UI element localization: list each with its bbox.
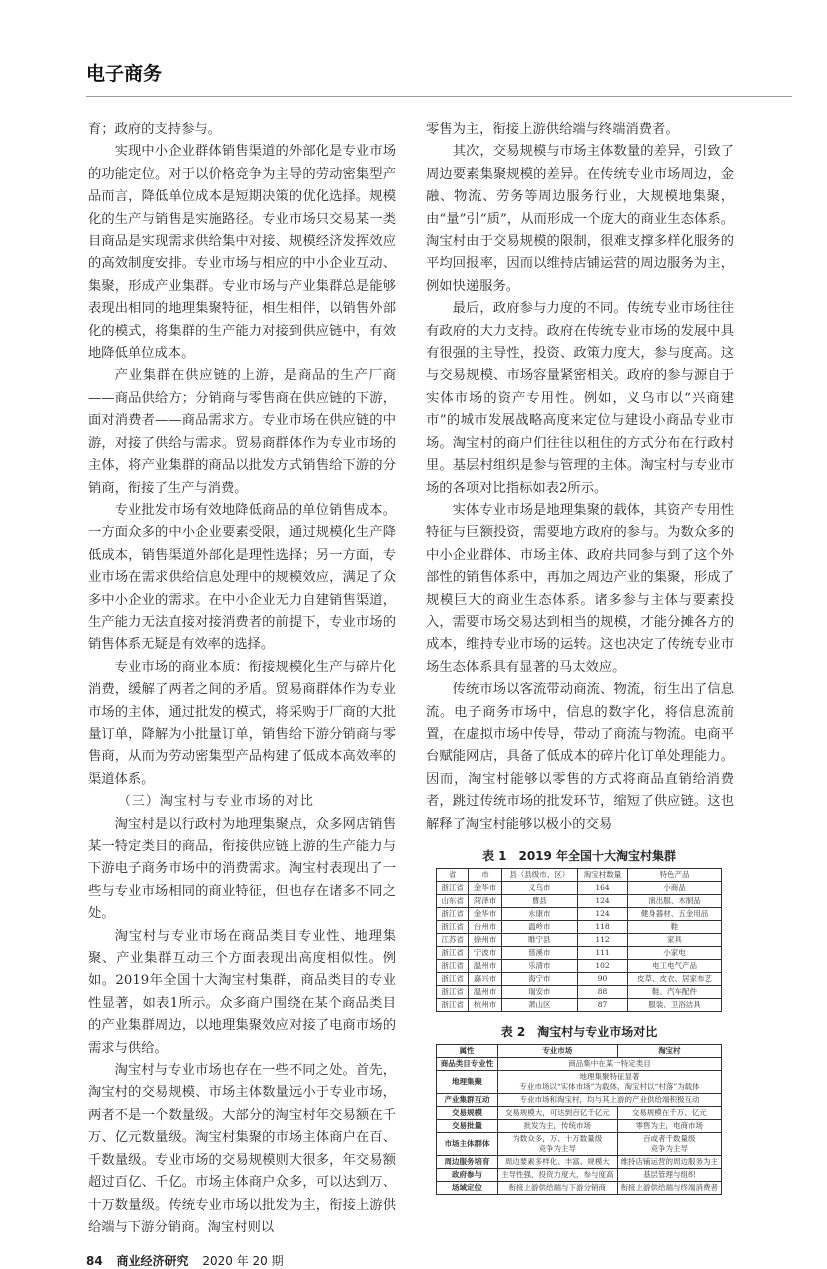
table-row: [437, 908, 722, 921]
cell-text: 基层管理与组织: [643, 1170, 696, 1179]
table-cell: 乐清市: [501, 960, 577, 973]
cell-text: 为数众多，万、十万数量级: [512, 1134, 603, 1143]
table-cell: 永康市: [501, 908, 577, 921]
cell-text: 零售为主，电商市场: [635, 1121, 704, 1130]
table-cell: 瑞安市: [501, 986, 577, 999]
subsection-heading: （三）淘宝村与专业市场的对比: [117, 794, 314, 810]
paragraph: 专业市场的商业本质：衔接规模化生产与碎片化消费，缓解了两者之间的矛盾。贸易商群体作为专业市场的主体，通过批发的模式，将采购于厂商的大批量订单，降解为小批量订单，销售给下游分销商与零售商，从而为劳动密集型产品构建了低成本高效率的渠道体系。: [88, 659, 396, 787]
cell-text: 衔接上游供给端与下游分销商: [508, 1183, 607, 1192]
table-cell: 鞋、汽车配件: [627, 986, 721, 999]
table-cell: 家具: [627, 934, 721, 947]
attribute-cell: [437, 1120, 498, 1133]
table-cell: 台州市: [469, 921, 501, 934]
right-column-text: [426, 119, 734, 836]
cell-text: 地理集聚: [452, 1077, 482, 1086]
attribute-cell: [437, 1133, 498, 1156]
table-cell: 杭州市: [469, 999, 501, 1012]
table-cell: 88: [578, 986, 628, 999]
table-cell: 小家电: [627, 947, 721, 960]
cell-text: 专业市场和淘宝村，均与其上游的产业供给端积极互动: [519, 1095, 700, 1104]
table-cell: 浙江省: [437, 986, 469, 999]
table2-header: 专业市场: [498, 1045, 618, 1058]
table-cell: [498, 1094, 722, 1107]
table-cell: 124: [578, 908, 628, 921]
table-cell: [617, 1182, 721, 1195]
table-cell: 电工电气产品: [627, 960, 721, 973]
table-cell: 浙江省: [437, 882, 469, 895]
page-body: [88, 119, 734, 1269]
table-cell: 曹县: [501, 895, 577, 908]
paragraph: 实体专业市场是地理集聚的载体，其资产专用性特征与巨额投资，需要地方政府的参与。为数众多的中小企业群体、市场主体、政府共同参与到了这个外部性的销售体系中，再加之周边产业的集聚，形成了规模巨大的商业生态体系。诸多参与主体与要素投入，需要市场交易达到相当的规模，才能分摊各方的成本，维持专业市场的运转。这也决定了传统专业市场生态体系具有显著的马太效应。: [426, 502, 734, 675]
table-cell: [498, 1120, 618, 1133]
table-cell: 服装、卫浴洁具: [627, 999, 721, 1012]
table-row: [437, 1094, 722, 1107]
table-cell: 金华市: [469, 882, 501, 895]
cell-text: 产业集群互动: [444, 1095, 490, 1104]
table-cell: [617, 1169, 721, 1182]
table-cell: [498, 1156, 618, 1169]
table2-header: 属性: [437, 1045, 498, 1058]
cell-text: 商品类目专业性: [440, 1059, 494, 1068]
table-cell: 浙江省: [437, 999, 469, 1012]
cell-text: 地理集聚特征显著: [579, 1072, 640, 1081]
cell-text: 专业市场以“实体市场”为载体，淘宝村以“村落”为载体: [519, 1082, 700, 1091]
table-row: [437, 1156, 722, 1169]
paragraph: 淘宝村是以行政村为地理集聚点，众多网店销售某一特定类目的商品，衔接供应链上游的生产能力与下游电子商务市场中的消费需求。淘宝村表现出了一些与专业市场相同的商业特征，但也存在诸多不同之处。: [88, 816, 396, 922]
left-column: [88, 119, 396, 1239]
attribute-cell: [437, 1169, 498, 1182]
cell-text: 政府参与: [452, 1170, 482, 1179]
table1-title: 表 1 2019 年全国十大淘宝村集群: [481, 849, 677, 863]
paragraph: 专业批发市场有效地降低商品的单位销售成本。一方面众多的中小企业要素受限，通过规模化生产降低成本，销售渠道外部化是理性选择；另一方面，专业市场在需求供给信息处理中的规模效应，满足了众多中小企业的需求。在中小企业无力自建销售渠道，生产能力无法直接对接消费者的前提下，专业市场的销售体系无疑是有效率的选择。: [88, 502, 396, 653]
table-cell: 鞋: [627, 921, 721, 934]
table-row: [437, 986, 722, 999]
table-cell: 87: [578, 999, 628, 1012]
table-cell: 浙江省: [437, 921, 469, 934]
table-row: [437, 973, 722, 986]
paragraph: 实现中小企业群体销售渠道的外部化是专业市场的功能定位。对于以价格竞争为主导的劳动密集型产品而言，降低单位成本是短期决策的优化选择。规模化的生产与销售是实施路径。专业市场只交易某一类目商品是实现需求供给集中对接、规模经济发挥效应的高效制度安排。专业市场与相应的中小企业互动、集聚，形成产业集群。专业市场与产业集群总是能够表现出相同的地理集聚特征，相生相伴，以销售外部化的模式，将集群的生产能力对接到供应链中，有效地降低单位成本。: [88, 144, 396, 362]
table1: [436, 868, 722, 1012]
table-cell: [498, 1133, 618, 1156]
cell-text: 竞争为主导: [538, 1144, 577, 1153]
table-row: [437, 960, 722, 973]
table-cell: [617, 1156, 721, 1169]
table-cell: 嘉兴市: [469, 973, 501, 986]
cell-text: 交易批量: [452, 1121, 482, 1130]
table-cell: 112: [578, 934, 628, 947]
table-cell: [617, 1133, 721, 1156]
paragraph: 产业集群在供应链的上游，是商品的生产厂商——商品供给方；分销商与零售商在供应链的下游，面对消费者——商品需求方。专业市场在供应链的中游，对接了供给与需求。贸易商群体作为专业市场的主体，将产业集群的商品以批发方式销售给下游的分销商，衔接了生产与消费。: [88, 368, 396, 496]
table1-header: 淘宝村数量: [578, 869, 628, 882]
paragraph: 其次，交易规模与市场主体数量的差异，引致了周边要素集聚规模的差异。在传统专业市场周边，金融、物流、劳务等周边服务行业，大规模地集聚，由“量”引“质”，从而形成一个庞大的商业生态体系。淘宝村由于交易规模的限制，很难支撑多样化服务的平均回报率，因而以维持店铺运营的周边服务为主，例如快递服务。: [426, 144, 734, 294]
paragraph: 淘宝村与专业市场在商品类目专业性、地理集聚、产业集群互动三个方面表现出高度相似性。例如。2019年全国十大淘宝村集群，商品类目的专业性显著，如表1所示。众多商户围绕在某个商品类目的产业集群周边，以地理集聚效应对接了电商市场的需求与供给。: [88, 928, 396, 1056]
table-cell: [498, 1058, 722, 1071]
table-cell: 浙江省: [437, 973, 469, 986]
table-cell: 124: [578, 895, 628, 908]
attribute-cell: [437, 1058, 498, 1071]
section-header: 电子商务: [86, 63, 163, 85]
table-row: [437, 1071, 722, 1094]
table-cell: 102: [578, 960, 628, 973]
table-row: [437, 1133, 722, 1156]
table-cell: 浙江省: [437, 947, 469, 960]
cell-text: 周边要素多样化、丰富、规模大: [504, 1157, 610, 1166]
cell-text: 主导性强，投资力度大，参与度高: [501, 1170, 614, 1179]
table-cell: [498, 1071, 722, 1094]
cell-text: 维持店铺运营的周边服务为主: [620, 1157, 719, 1166]
table-row: [437, 1169, 722, 1182]
table-cell: 浙江省: [437, 908, 469, 921]
table-cell: 温州市: [469, 960, 501, 973]
table-cell: 山东省: [437, 895, 469, 908]
table-row: [437, 1058, 722, 1071]
page-footer: [86, 1239, 734, 1269]
table1-header: 县（县级市、区）: [501, 869, 577, 882]
table2-title: 表 2 淘宝村与专业市场对比: [500, 1025, 658, 1039]
table-cell: 健身器材、五金用品: [627, 908, 721, 921]
paragraph: 淘宝村与专业市场也存在一些不同之处。首先，淘宝村的交易规模、市场主体数量远小于专业市场，两者不是一个数量级。大部分的淘宝村年交易额在千万、亿元数量级。淘宝村集聚的市场主体商户在百、千数量级。专业市场的交易规模则大很多，年交易额超过百亿、千亿。市场主体商户众多，可以达到万、十万数量级。传统专业市场以批发为主，衔接上游供给端与下游分销商。淘宝村则以: [88, 1063, 396, 1235]
table1-header: 省: [437, 869, 469, 882]
attribute-cell: [437, 1156, 498, 1169]
table-cell: 温岭市: [501, 921, 577, 934]
table-cell: 萧山区: [501, 999, 577, 1012]
cell-text: 交易规模大，可达到百亿千亿元: [504, 1108, 610, 1117]
table-cell: 义乌市: [501, 882, 577, 895]
table-cell: [617, 1120, 721, 1133]
table-cell: 温州市: [469, 986, 501, 999]
table-row: [437, 999, 722, 1012]
right-column: [426, 119, 734, 1195]
paragraph: 传统市场以客流带动商流、物流，衍生出了信息流。电子商务市场中，信息的数字化，将信息流前置，在虚拟市场中传导，带动了商流与物流。电商平台赋能网店，具备了低成本的碎片化订单处理能力。因而，淘宝村能够以零售的方式将商品直销给消费者，跳过传统市场的批发环节，缩短了供应链。这也解释了淘宝村能够以极小的交易: [426, 682, 734, 832]
attribute-cell: [437, 1107, 498, 1120]
table-cell: 皮草、皮衣、居家布艺: [627, 973, 721, 986]
table-cell: 金华市: [469, 908, 501, 921]
page-number: 84: [86, 1254, 103, 1269]
table-cell: 海宁市: [501, 973, 577, 986]
table2-header: 淘宝村: [617, 1045, 721, 1058]
cell-text: 交易规模: [452, 1108, 482, 1117]
paragraph: 零售为主，衔接上游供给端与终端消费者。: [426, 122, 679, 137]
header-divider: [86, 96, 792, 97]
columns: [88, 119, 734, 1239]
table-row: [437, 947, 722, 960]
table1-header: 市: [469, 869, 501, 882]
attribute-cell: [437, 1182, 498, 1195]
table-cell: 宁波市: [469, 947, 501, 960]
table-cell: [498, 1107, 618, 1120]
cell-text: 竞争为主导: [650, 1144, 689, 1153]
table-cell: [617, 1107, 721, 1120]
table-row: [437, 895, 722, 908]
attribute-cell: [437, 1094, 498, 1107]
table2: [436, 1044, 722, 1195]
cell-text: 百或者千数量级: [643, 1134, 696, 1143]
paragraph: 育；政府的支持参与。: [88, 122, 221, 137]
table-cell: 164: [578, 882, 628, 895]
table-row: [437, 1182, 722, 1195]
table-cell: 浙江省: [437, 960, 469, 973]
table-row: [437, 921, 722, 934]
table-cell: [498, 1169, 618, 1182]
table-cell: 小商品: [627, 882, 721, 895]
table-cell: 菏泽市: [469, 895, 501, 908]
table-cell: 睢宁县: [501, 934, 577, 947]
table-row: [437, 882, 722, 895]
table-row: [437, 1107, 722, 1120]
table1-header: 特色产品: [627, 869, 721, 882]
attribute-cell: [437, 1071, 498, 1094]
table-cell: 90: [578, 973, 628, 986]
paragraph: 最后，政府参与力度的不同。传统专业市场往往有政府的大力支持。政府在传统专业市场的发展中具有很强的主导性，投资、政策力度大，参与度高。这与交易规模、市场容量紧密相关。政府的参与源自于实体市场的资产专用性。例如，义乌市以“兴商建市”的城市发展战略高度来定位与建设小商品专业市场。淘宝村的商户们往往以租住的方式分布在行政村里。基层村组织是参与管理的主体。淘宝村与专业市场的各项对比指标如表2所示。: [426, 301, 734, 496]
journal-name: 商业经济研究: [116, 1254, 189, 1269]
cell-text: 批发为主，传统市场: [523, 1121, 592, 1130]
table-row: [437, 1120, 722, 1133]
cell-text: 周边服务培育: [444, 1157, 490, 1166]
table-cell: 徐州市: [469, 934, 501, 947]
table-cell: 演出服、木制品: [627, 895, 721, 908]
table-cell: 慈溪市: [501, 947, 577, 960]
table-cell: [498, 1182, 618, 1195]
cell-text: 商品集中在某一特定类目: [568, 1059, 651, 1068]
issue: 2020 年 20 期: [202, 1254, 284, 1269]
cell-text: 市场主体群体: [444, 1139, 490, 1148]
cell-text: 衔接上游供给端与终端消费者: [620, 1183, 719, 1192]
table-cell: 江苏省: [437, 934, 469, 947]
table-row: [437, 934, 722, 947]
table-cell: 118: [578, 921, 628, 934]
cell-text: 交易规模在千万、亿元: [631, 1108, 707, 1117]
table-cell: 111: [578, 947, 628, 960]
cell-text: 场域定位: [452, 1183, 482, 1192]
